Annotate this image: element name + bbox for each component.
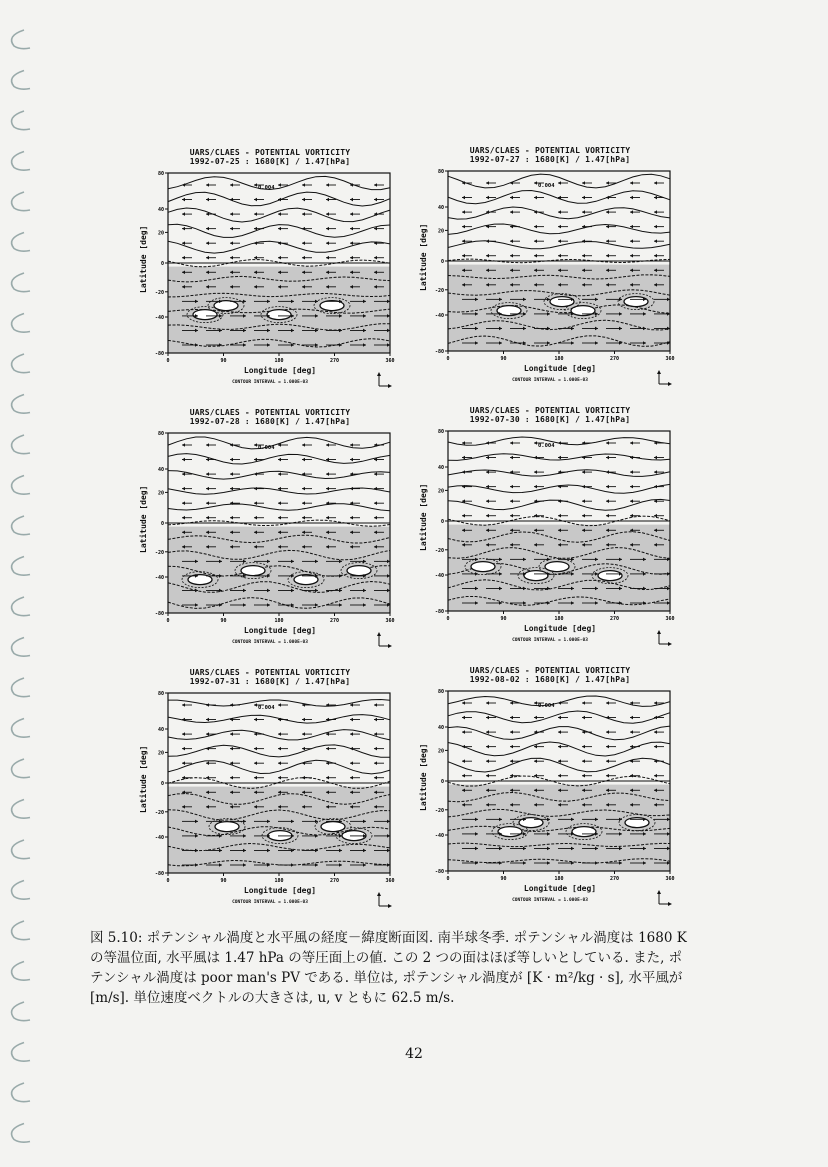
x-tick-label: 0 <box>166 618 170 624</box>
x-tick-label: 360 <box>385 878 395 884</box>
y-axis-label: Latitude [deg] <box>139 485 148 553</box>
binder-ring-icon <box>12 192 30 211</box>
contour-line <box>448 174 670 188</box>
contour-oval <box>193 310 217 320</box>
x-tick-label: 270 <box>329 618 340 624</box>
contour-interval-note: CONTOUR INTERVAL = 1.000E-03 <box>232 380 308 385</box>
y-tick-label: 0 <box>440 519 444 525</box>
panel-subtitle: 1992-07-31 : 1680[K] / 1.47[hPa] <box>189 677 351 686</box>
contour-value-label: 0.004 <box>258 705 275 711</box>
x-tick-label: 0 <box>446 356 450 362</box>
x-tick-label: 180 <box>554 876 564 882</box>
y-tick-label: 20 <box>157 230 164 237</box>
contour-oval <box>524 571 548 581</box>
panel-subtitle: 1992-07-27 : 1680[K] / 1.47[hPa] <box>469 155 631 164</box>
contour-oval <box>215 822 239 832</box>
y-tick-label: -80 <box>434 869 444 875</box>
binder-ring-icon <box>12 921 30 940</box>
binder-ring-icon <box>12 30 30 49</box>
y-tick-label: 20 <box>157 490 164 497</box>
contour-interval-note: CONTOUR INTERVAL = 1.000E-03 <box>232 640 308 645</box>
panel-subtitle: 1992-07-28 : 1680[K] / 1.47[hPa] <box>189 417 351 426</box>
contour-oval <box>550 297 574 307</box>
contour-line <box>448 470 670 477</box>
y-tick-label: -20 <box>154 549 164 556</box>
binder-ring-icon <box>12 1124 30 1143</box>
y-tick-label: -20 <box>434 547 444 554</box>
y-tick-label: -40 <box>434 573 444 579</box>
contour-oval <box>267 310 291 320</box>
y-tick-label: -20 <box>434 287 444 294</box>
contour-oval <box>321 822 345 832</box>
contour-line <box>168 437 390 449</box>
binder-ring-icon <box>12 354 30 373</box>
reference-vector-icon <box>655 368 675 388</box>
panel-subtitle: 1992-08-02 : 1680[K] / 1.47[hPa] <box>469 675 631 684</box>
y-tick-label: 40 <box>437 725 444 731</box>
y-tick-label: 0 <box>440 259 444 265</box>
y-axis-label: Latitude [deg] <box>419 483 428 551</box>
contour-plot <box>140 428 400 628</box>
x-axis-label: Longitude [deg] <box>523 884 597 893</box>
y-tick-label: -80 <box>154 351 164 357</box>
contour-line <box>168 730 390 740</box>
pv-panel-6 <box>420 666 680 916</box>
x-tick-label: 180 <box>274 358 284 364</box>
contour-interval-note: CONTOUR INTERVAL = 1.000E-03 <box>512 378 588 383</box>
y-tick-label: 40 <box>157 207 164 213</box>
x-tick-label: 180 <box>554 356 564 362</box>
caption-line-3: テンシャル渦度は poor man's PV である. 単位は, ポテンシャル渦度が [K · m²/kg · s], 水平風が <box>90 970 683 986</box>
y-tick-label: 80 <box>157 171 164 177</box>
y-axis-label: Latitude [deg] <box>419 743 428 811</box>
contour-line <box>168 454 390 464</box>
panel-title: UARS/CLAES - POTENTIAL VORTICITY <box>469 146 631 155</box>
contour-interval-note: CONTOUR INTERVAL = 1.000E-03 <box>512 638 588 643</box>
contour-plot <box>420 166 680 366</box>
contour-line <box>448 726 670 740</box>
y-tick-label: 0 <box>160 261 164 267</box>
contour-line <box>168 715 390 724</box>
contour-oval <box>347 566 371 576</box>
contour-line <box>168 208 390 222</box>
y-tick-label: 20 <box>157 750 164 757</box>
panel-title: UARS/CLAES - POTENTIAL VORTICITY <box>189 408 351 417</box>
y-tick-label: -40 <box>154 835 164 841</box>
binder-ring-icon <box>12 840 30 859</box>
x-tick-label: 0 <box>446 616 450 622</box>
contour-line <box>448 742 670 756</box>
y-tick-label: -80 <box>154 871 164 877</box>
caption-line-4: [m/s]. 単位速度ベクトルの大きさは, u, v ともに 62.5 m/s. <box>90 990 455 1006</box>
y-tick-label: -80 <box>154 611 164 617</box>
contour-line <box>448 224 670 234</box>
x-tick-label: 90 <box>500 876 507 882</box>
x-tick-label: 90 <box>500 616 507 622</box>
pv-panel-2 <box>420 146 680 396</box>
caption-line-1: 図 5.10: ポテンシャル渦度と水平風の経度－緯度断面図. 南半球冬季. ポテンシャル渦度は 1680 K <box>90 930 687 946</box>
y-tick-label: -40 <box>154 575 164 581</box>
pv-panel-3 <box>140 408 400 658</box>
pv-panel-1 <box>140 148 400 398</box>
y-tick-label: 40 <box>437 205 444 211</box>
contour-oval <box>624 297 648 307</box>
reference-vector-icon <box>655 628 675 648</box>
y-tick-label: -20 <box>154 289 164 296</box>
y-axis-label: Latitude [deg] <box>419 223 428 291</box>
binder-ring-icon <box>12 638 30 657</box>
contour-line <box>448 758 670 772</box>
contour-value-label: 0.004 <box>538 703 555 709</box>
binder-ring-icon <box>12 71 30 90</box>
binder-ring-icon <box>12 881 30 900</box>
binder-ring-icon <box>12 516 30 535</box>
binder-ring-icon <box>12 435 30 454</box>
contour-line <box>448 241 670 249</box>
y-tick-label: 80 <box>437 689 444 695</box>
y-tick-label: -40 <box>434 833 444 839</box>
contour-value-label: 0.004 <box>258 445 275 451</box>
binder-ring-icon <box>12 1002 30 1021</box>
panel-title: UARS/CLAES - POTENTIAL VORTICITY <box>469 406 631 415</box>
x-tick-label: 180 <box>274 618 284 624</box>
contour-plot <box>420 426 680 626</box>
panel-subtitle: 1992-07-25 : 1680[K] / 1.47[hPa] <box>189 157 351 166</box>
contour-value-label: 0.004 <box>538 443 555 449</box>
contour-line <box>448 696 670 706</box>
binder-rings <box>0 0 40 1167</box>
y-tick-label: 20 <box>437 488 444 495</box>
y-tick-label: -80 <box>434 609 444 615</box>
y-tick-label: 20 <box>437 748 444 755</box>
x-tick-label: 270 <box>609 356 620 362</box>
y-tick-label: 80 <box>437 429 444 435</box>
x-tick-label: 180 <box>274 878 284 884</box>
binder-ring-icon <box>12 1083 30 1102</box>
contour-line <box>448 437 670 445</box>
contour-line <box>168 504 390 511</box>
y-tick-label: 0 <box>160 521 164 527</box>
x-tick-label: 90 <box>220 618 227 624</box>
reference-vector-icon <box>375 630 395 650</box>
panel-title: UARS/CLAES - POTENTIAL VORTICITY <box>189 148 351 157</box>
pv-panel-5 <box>140 668 400 918</box>
binder-ring-icon <box>12 233 30 252</box>
contour-line <box>448 484 670 493</box>
binder-ring-icon <box>12 719 30 738</box>
x-tick-label: 0 <box>166 358 170 364</box>
binder-ring-icon <box>12 962 30 981</box>
y-tick-label: -20 <box>154 809 164 816</box>
x-tick-label: 360 <box>385 618 395 624</box>
panel-subtitle: 1992-07-30 : 1680[K] / 1.47[hPa] <box>469 415 631 424</box>
y-tick-label: 0 <box>440 779 444 785</box>
x-tick-label: 90 <box>500 356 507 362</box>
contour-oval <box>598 571 622 581</box>
y-axis-label: Latitude [deg] <box>139 745 148 813</box>
x-axis-label: Longitude [deg] <box>243 366 317 375</box>
binder-ring-icon <box>12 678 30 697</box>
x-tick-label: 90 <box>220 878 227 884</box>
panel-title: UARS/CLAES - POTENTIAL VORTICITY <box>189 668 351 677</box>
contour-value-label: 0.004 <box>258 185 275 191</box>
x-axis-label: Longitude [deg] <box>243 886 317 895</box>
binder-ring-icon <box>12 314 30 333</box>
pv-panel-4 <box>420 406 680 656</box>
contour-line <box>168 176 390 189</box>
contour-line <box>168 745 390 757</box>
reference-vector-icon <box>375 890 395 910</box>
binder-ring-icon <box>12 273 30 292</box>
contour-line <box>168 224 390 237</box>
contour-plot <box>420 686 680 886</box>
y-tick-label: 40 <box>157 467 164 473</box>
x-tick-label: 270 <box>609 616 620 622</box>
x-axis-label: Longitude [deg] <box>243 626 317 635</box>
x-tick-label: 270 <box>329 878 340 884</box>
y-tick-label: 80 <box>437 169 444 175</box>
y-tick-label: -40 <box>154 315 164 321</box>
y-tick-label: 80 <box>157 431 164 437</box>
contour-line <box>168 471 390 480</box>
contour-oval <box>214 301 238 311</box>
contour-interval-note: CONTOUR INTERVAL = 1.000E-03 <box>512 898 588 903</box>
x-tick-label: 360 <box>385 358 395 364</box>
x-tick-label: 90 <box>220 358 227 364</box>
contour-oval <box>241 566 265 576</box>
x-tick-label: 180 <box>554 616 564 622</box>
y-tick-label: 80 <box>157 691 164 697</box>
x-axis-label: Longitude [deg] <box>523 624 597 633</box>
binder-ring-icon <box>12 476 30 495</box>
contour-oval <box>572 827 596 837</box>
contour-interval-note: CONTOUR INTERVAL = 1.000E-03 <box>232 900 308 905</box>
y-tick-label: 40 <box>437 465 444 471</box>
contour-plot <box>140 168 400 368</box>
binder-ring-icon <box>12 395 30 414</box>
x-axis-label: Longitude [deg] <box>523 364 597 373</box>
contour-oval <box>498 827 522 837</box>
caption-line-2: の等温位面, 水平風は 1.47 hPa の等圧面上の値. この 2 つの面はほぼ等しいとしている. また, ポ <box>90 950 683 966</box>
panel-title: UARS/CLAES - POTENTIAL VORTICITY <box>469 666 631 675</box>
reference-vector-icon <box>375 370 395 390</box>
contour-value-label: 0.004 <box>538 183 555 189</box>
x-tick-label: 270 <box>329 358 340 364</box>
binder-ring-icon <box>12 800 30 819</box>
binder-ring-icon <box>12 152 30 171</box>
x-tick-label: 360 <box>665 876 675 882</box>
page-number: 42 <box>405 1046 423 1062</box>
contour-line <box>448 207 670 219</box>
x-tick-label: 270 <box>609 876 620 882</box>
y-tick-label: -40 <box>434 313 444 319</box>
x-tick-label: 0 <box>446 876 450 882</box>
y-tick-label: 20 <box>437 228 444 235</box>
contour-plot <box>140 688 400 888</box>
y-tick-label: -20 <box>434 807 444 814</box>
contour-line <box>168 760 390 774</box>
binder-ring-icon <box>12 557 30 576</box>
y-tick-label: 40 <box>157 727 164 733</box>
binder-ring-icon <box>12 597 30 616</box>
reference-vector-icon <box>655 888 675 908</box>
binder-ring-icon <box>12 111 30 130</box>
contour-oval <box>471 562 495 572</box>
figure-caption <box>90 928 740 1008</box>
y-tick-label: 0 <box>160 781 164 787</box>
x-tick-label: 360 <box>665 356 675 362</box>
y-tick-label: -80 <box>434 349 444 355</box>
y-axis-label: Latitude [deg] <box>139 225 148 293</box>
x-tick-label: 0 <box>166 878 170 884</box>
contour-oval <box>545 562 569 572</box>
binder-ring-icon <box>12 759 30 778</box>
x-tick-label: 360 <box>665 616 675 622</box>
